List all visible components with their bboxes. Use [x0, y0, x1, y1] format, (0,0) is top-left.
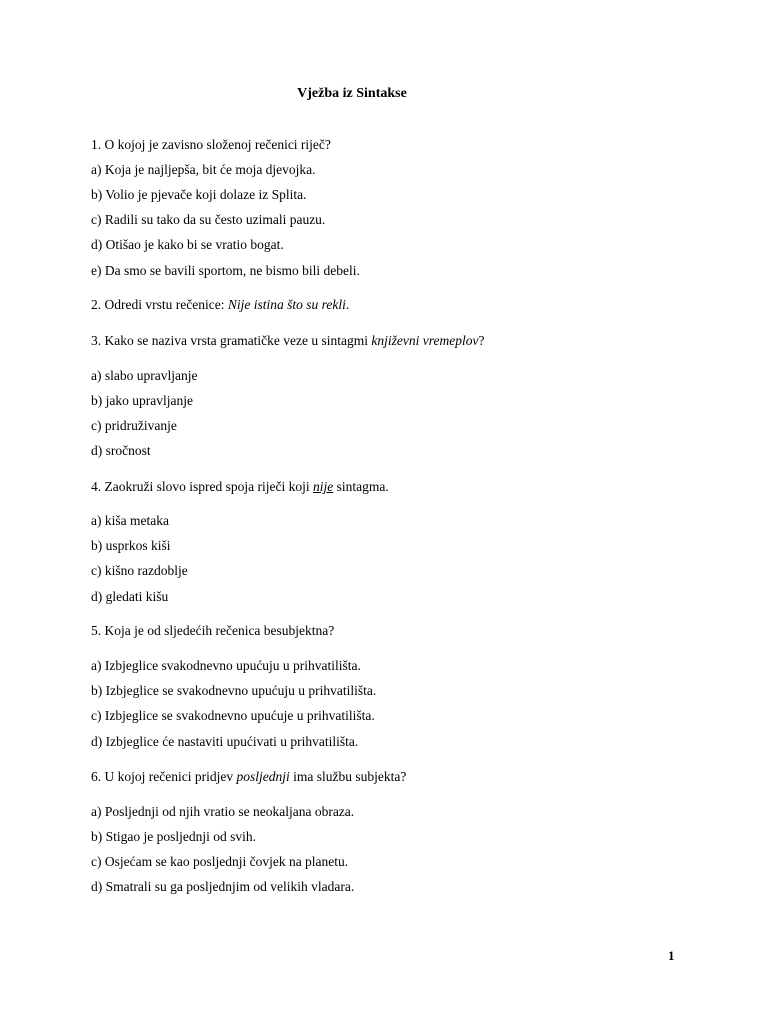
question-2-sentence: Nije istina što su rekli: [227, 297, 346, 312]
question-5-option-b: b) Izbjeglice se svakodnevno upućuju u prihvatilišta.: [91, 683, 377, 698]
question-3-prompt-end: ?: [478, 333, 485, 348]
question-3-prompt-text: 3. Kako se naziva vrsta gramatičke veze u sintagmi: [91, 333, 372, 348]
question-1-option-d: d) Otišao je kako bi se vratio bogat.: [91, 237, 284, 252]
question-6-prompt-end: ima službu subjekta?: [289, 769, 407, 784]
question-6-option-c: c) Osjećam se kao posljednji čovjek na planetu.: [91, 854, 349, 869]
question-3-option-a: a) slabo upravljanje: [91, 368, 198, 383]
question-1-option-e: e) Da smo se bavili sportom, ne bismo bili debeli.: [91, 263, 360, 278]
question-3-prompt: [91, 332, 484, 350]
question-6-option-d: d) Smatrali su ga posljednjim od velikih vladara.: [91, 879, 355, 894]
question-1-option-a: a) Koja je najljepša, bit će moja djevojka.: [91, 162, 316, 177]
question-6-word: posljednji: [236, 769, 290, 784]
question-5-option-d: d) Izbjeglice će nastaviti upućivati u prihvatilišta.: [91, 734, 359, 749]
question-4-option-c: c) kišno razdoblje: [91, 563, 188, 578]
question-2-prompt-end: .: [345, 297, 350, 312]
question-4-option-a: a) kiša metaka: [91, 513, 169, 528]
question-3-option-d: d) sročnost: [91, 443, 151, 458]
question-5-option-a: a) Izbjeglice svakodnevno upućuju u prihvatilišta.: [91, 658, 361, 673]
question-6-prompt: [91, 768, 406, 786]
page-number: 1: [668, 948, 675, 963]
question-6-prompt-text: 6. U kojoj rečenici pridjev: [91, 769, 237, 784]
question-5-option-c: c) Izbjeglice se svakodnevno upućuje u prihvatilišta.: [91, 708, 375, 723]
question-6-option-a: a) Posljednji od njih vratio se neokaljana obraza.: [91, 804, 355, 819]
question-3-option-b: b) jako upravljanje: [91, 393, 193, 408]
question-2-prompt-text: 2. Odredi vrstu rečenice:: [91, 297, 228, 312]
question-3-option-c: c) pridruživanje: [91, 418, 177, 433]
question-5-prompt: 5. Koja je od sljedećih rečenica besubjektna?: [91, 623, 335, 638]
question-4-prompt-text: 4. Zaokruži slovo ispred spoja riječi koji: [91, 479, 313, 494]
question-4-option-d: d) gledati kišu: [91, 589, 169, 604]
question-4-emphasis: nije: [312, 479, 334, 494]
document-title: Vježba iz Sintakse: [297, 86, 407, 101]
question-1-option-b: b) Volio je pjevače koji dolaze iz Splita.: [91, 187, 307, 202]
question-6-option-b: b) Stigao je posljednji od svih.: [91, 829, 256, 844]
question-4-prompt-end: sintagma.: [333, 479, 389, 494]
question-4-option-b: b) usprkos kiši: [91, 538, 171, 553]
question-2-prompt: [91, 296, 349, 314]
question-4-prompt: [91, 478, 389, 496]
question-3-phrase: književni vremeplov: [371, 333, 479, 348]
question-1-option-c: c) Radili su tako da su često uzimali pauzu.: [91, 212, 326, 227]
question-1-prompt: 1. O kojoj je zavisno složenoj rečenici riječ?: [91, 137, 331, 152]
